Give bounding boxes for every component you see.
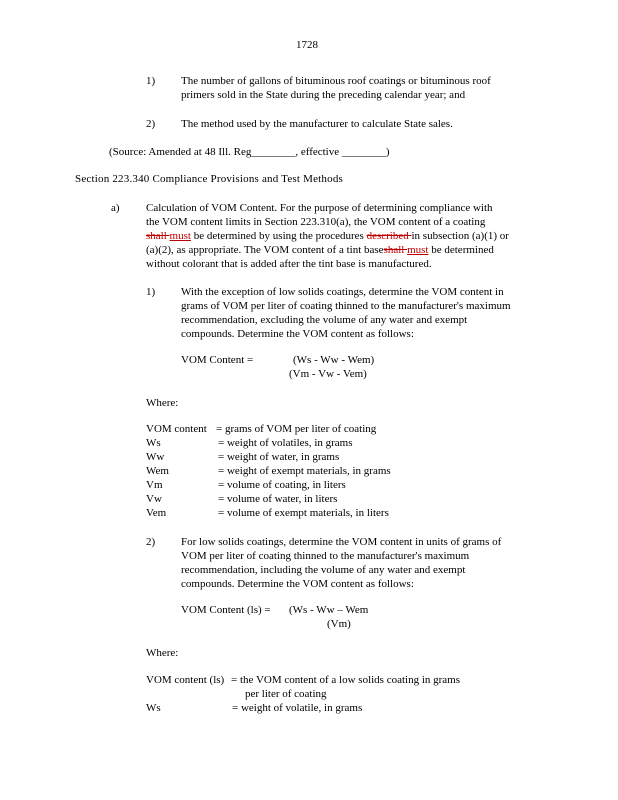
subitem-number: 2) — [146, 536, 156, 548]
subitem-text: With the exception of low solids coatings, determine the VOM content in — [181, 286, 504, 298]
section-heading: Section 223.340 Compliance Provisions and Test Methods — [75, 173, 344, 185]
where-label: Where: — [146, 397, 179, 409]
definition-term: VOM content — [146, 423, 207, 435]
formula-label: VOM Content (ls) = — [181, 604, 271, 616]
subitem-number: 1) — [146, 286, 156, 298]
formula-label: VOM Content = — [181, 354, 254, 366]
subitem-text: For low solids coatings, determine the VOM content in units of grams of — [181, 536, 502, 548]
paragraph-text-segment: be determined — [428, 244, 494, 256]
definition-term: Wem — [146, 465, 169, 477]
subitem-text: recommendation, excluding the volume of any water and exempt — [181, 314, 468, 326]
definition-term: Vem — [146, 507, 167, 519]
definition-text: = volume of coating, in liters — [218, 479, 346, 491]
definition-text: = weight of volatile, in grams — [232, 702, 363, 714]
list-item-text: The method used by the manufacturer to calculate State sales. — [181, 118, 453, 130]
formula-numerator: (Ws - Ww – Wem — [289, 604, 369, 616]
definition-term: VOM content (ls) — [146, 674, 225, 686]
subitem-text: recommendation, including the volume of any water and exempt — [181, 564, 466, 576]
formula-denominator: (Vm) — [327, 618, 351, 630]
paragraph-text: the VOM content limits in Section 223.310(a), the VOM content of a coating — [146, 216, 486, 228]
paragraph-text: without colorant that is added after the tint base is manufactured. — [146, 258, 432, 270]
source-note: (Source: Amended at 48 Ill. Reg________, effective ________) — [109, 146, 390, 158]
definition-text: = weight of volatiles, in grams — [218, 437, 353, 449]
definition-text: = the VOM content of a low solids coating in grams — [231, 674, 461, 686]
list-item-text: The number of gallons of bituminous roof coatings or bituminous roof — [181, 75, 491, 87]
deleted-text: shall — [146, 230, 170, 242]
deleted-text: described — [366, 230, 412, 242]
definition-text: per liter of coating — [245, 688, 327, 700]
definition-text: = weight of water, in grams — [218, 451, 340, 463]
paragraph-text-segment: in subsection (a)(1) or — [411, 230, 509, 242]
list-item-number: 1) — [146, 75, 156, 87]
definition-text: = volume of water, in liters — [218, 493, 338, 505]
paragraph-text-segment: be determined by using the procedures — [190, 230, 367, 242]
paragraph-text-amended — [146, 229, 509, 243]
definition-term: Ws — [146, 702, 161, 714]
paragraph-text-segment: (a)(2), as appropriate. The VOM content of a tint base — [146, 244, 384, 256]
subitem-text: grams of VOM per liter of coating thinned to the manufacturer's maximum — [181, 300, 511, 312]
list-item-text: primers sold in the State during the preceding calendar year; and — [181, 89, 466, 101]
definition-term: Vm — [146, 479, 163, 491]
definition-text: = volume of exempt materials, in liters — [218, 507, 389, 519]
definition-term: Ww — [146, 451, 165, 463]
formula-denominator: (Vm - Vw - Vem) — [289, 368, 367, 380]
subitem-text: VOM per liter of coating thinned to the manufacturer's maximum — [181, 550, 470, 562]
deleted-text: shall — [383, 244, 408, 256]
formula-numerator: (Ws - Ww - Wem) — [293, 354, 375, 366]
definition-text: = weight of exempt materials, in grams — [218, 465, 391, 477]
page-number: 1728 — [296, 39, 318, 51]
paragraph-text: Calculation of VOM Content. For the purpose of determining compliance with — [146, 202, 493, 214]
paragraph-text-amended — [146, 243, 494, 257]
subitem-text: compounds. Determine the VOM content as follows: — [181, 328, 414, 340]
inserted-text: must — [407, 244, 429, 256]
list-item-number: 2) — [146, 118, 156, 130]
subitem-text: compounds. Determine the VOM content as follows: — [181, 578, 414, 590]
definition-term: Ws — [146, 437, 161, 449]
paragraph-label: a) — [111, 202, 120, 214]
definition-text: = grams of VOM per liter of coating — [216, 423, 377, 435]
definition-term: Vw — [146, 493, 162, 505]
inserted-text: must — [169, 230, 191, 242]
where-label: Where: — [146, 647, 179, 659]
